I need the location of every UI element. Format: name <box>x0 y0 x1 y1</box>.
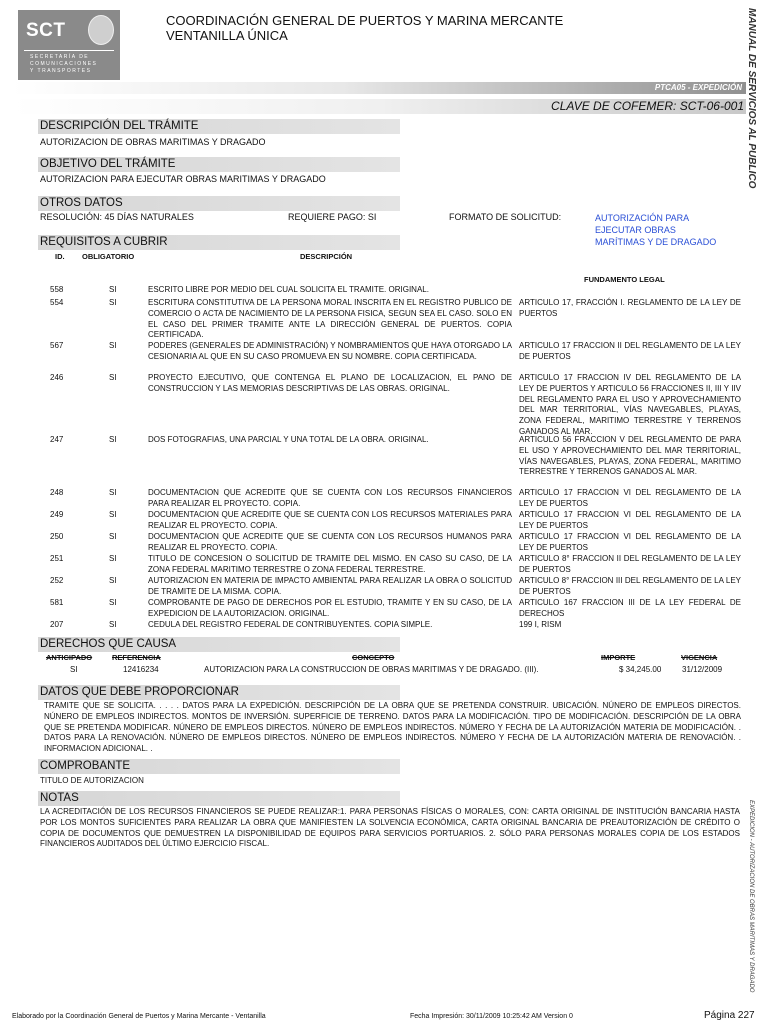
row-obligatorio: SI <box>109 488 117 497</box>
formato-label: FORMATO DE SOLICITUD: <box>449 212 562 222</box>
row-descripcion: ESCRITO LIBRE POR MEDIO DEL CUAL SOLICITA EL TRAMITE. ORIGINAL. <box>148 285 429 294</box>
row-obligatorio: SI <box>109 285 117 294</box>
row-fundamento: ARTICULO 17 FRACCION VI DEL REGLAMENTO DE LA LEY DE PUERTOS <box>519 488 741 508</box>
header-line-1: COORDINACIÓN GENERAL DE PUERTOS Y MARINA MERCANTE <box>166 13 564 28</box>
cofemer-key: CLAVE DE COFEMER: SCT-06-001 <box>551 99 744 113</box>
row-id: 252 <box>50 576 64 585</box>
cofemer-key-banner <box>12 99 746 114</box>
row-id: 207 <box>50 620 64 629</box>
side-banner-text: MANUAL DE SERVICIOS AL PUBLICO <box>746 8 757 189</box>
derechos-vigencia: 31/12/2009 <box>682 665 723 674</box>
row-obligatorio: SI <box>109 576 117 585</box>
row-descripcion: DOCUMENTACION QUE ACREDITE QUE SE CUENTA CON LOS RECURSOS FINANCIEROS PARA REALIZAR EL PROYECTO. COPIA. <box>148 488 512 508</box>
row-id: 567 <box>50 341 64 350</box>
header-referencia: REFERENCIA <box>112 653 161 662</box>
header-concepto: CONCEPTO <box>352 653 395 662</box>
row-fundamento: ARTICULO 8° FRACCION III DEL REGLAMENTO DE LA LEY DE PUERTOS <box>519 576 741 596</box>
side-bottom-text: EXPEDICION - AUTORIZACION DE OBRAS MARITIMAS Y DRAGADO <box>748 800 754 993</box>
row-id: 246 <box>50 373 64 382</box>
row-descripcion: PROYECTO EJECUTIVO, QUE CONTENGA EL PLANO DE LOCALIZACION, EL PANO DE CONSTRUCCION Y LAS MEMORIAS DESCRIPTIVAS DE LAS OBRAS. ORIGINAL. <box>148 373 512 393</box>
notas-text: LA ACREDITACIÓN DE LOS RECURSOS FINANCIEROS SE PUEDE REALIZAR:1. PARA PERSONAS FÍSICAS O MORALES, CON: CARTA ORIGINAL DE INSTITUCIÓN BANCARIA HASTA POR LOS MONTOS SUFICIENTES PARA REALIZAR LA OBRA QUE MANIFIESTEN LA SOLVENCIA ECONÓMICA, CARTA ORIGINAL BANCARIA DE PREAUTORIZACIÓN DE CRÉDITO O COPIA DE DOCUMENTOS QUE DEMUESTREN LA DISPONIBILIDAD DE EQUIPOS PARA SERVICIOS PORTUARIOS. 2. SÓLO PARA PERSONAS MORALES COPIA DE LOS ESTADOS FINANCIEROS AUDITADOS DEL ÚLTIMO EJERCICIO FISCAL. <box>40 807 740 849</box>
derechos-concepto: AUTORIZACION PARA LA CONSTRUCCION DE OBRAS MARITIMAS Y DE DRAGADO. (III). <box>204 665 539 674</box>
row-fundamento: ARTICULO 167 FRACCION III DE LA LEY FEDERAL DE DERECHOS <box>519 598 741 618</box>
row-obligatorio: SI <box>109 373 117 382</box>
footer-print-date: Fecha Impresión: 30/11/2009 10:25:42 AM Version 0 <box>410 1013 573 1020</box>
row-obligatorio: SI <box>109 510 117 519</box>
comprobante-text: TITULO DE AUTORIZACION <box>40 776 144 785</box>
requiere-pago-text: REQUIERE PAGO: SI <box>288 212 377 222</box>
row-descripcion: CEDULA DEL REGISTRO FEDERAL DE CONTRIBUYENTES. COPIA SIMPLE. <box>148 620 433 629</box>
row-id: 581 <box>50 598 64 607</box>
section-derechos: DERECHOS QUE CAUSA <box>38 637 400 652</box>
row-obligatorio: SI <box>109 298 117 307</box>
section-objetivo: OBJETIVO DEL TRÁMITE <box>38 157 400 172</box>
row-id: 247 <box>50 435 64 444</box>
formato-link[interactable] <box>595 212 716 248</box>
row-fundamento: ARTICULO 56 FRACCION V DEL REGLAMENTO DE PARA EL USO Y APROVECHAMIENTO DEL MAR TERRITORIAL, VÍAS NAVEGABLES, PLAYAS, ZONA FEDERAL, MARITIMO TERRESTRE Y TERRENOS GANADOS AL MAR. <box>519 435 741 477</box>
row-fundamento: ARTICULO 17, FRACCIÓN I. REGLAMENTO DE LA LEY DE PUERTOS <box>519 298 741 318</box>
row-id: 249 <box>50 510 64 519</box>
row-id: 248 <box>50 488 64 497</box>
procedure-code: PTCA05 - EXPEDICIÓN <box>654 83 742 92</box>
row-descripcion: AUTORIZACION EN MATERIA DE IMPACTO AMBIENTAL PARA REALIZAR LA OBRA O SOLICITUD DE TRAMITE DE LA MISMA. COPIA. <box>148 576 512 596</box>
header-title <box>166 13 563 43</box>
header-line-2: VENTANILLA ÚNICA <box>166 28 288 43</box>
header-obligatorio: OBLIGATORIO <box>82 252 135 261</box>
derechos-referencia: 12416234 <box>123 665 159 674</box>
row-descripcion: ESCRITURA CONSTITUTIVA DE LA PERSONA MORAL INSCRITA EN EL REGISTRO PUBLICO DE COMERCIO O ACTA DE NACIMIENTO DE LA PERSONA FISICA, SEGUN SEA EL CASO. SOLO EN EL CASO DEL PRIMER TRAMITE ANTE LA DIRECCIÓN GENERAL DE PUERTOS. COPIA CERTIFICADA. <box>148 298 512 340</box>
row-obligatorio: SI <box>109 532 117 541</box>
row-id: 554 <box>50 298 64 307</box>
logo-rule <box>24 50 114 51</box>
row-obligatorio: SI <box>109 341 117 350</box>
row-fundamento: ARTICULO 17 FRACCION VI DEL REGLAMENTO DE LA LEY DE PUERTOS <box>519 510 741 530</box>
descripcion-text: AUTORIZACION DE OBRAS MARITIMAS Y DRAGADO <box>40 137 266 147</box>
row-obligatorio: SI <box>109 598 117 607</box>
row-descripcion: COMPROBANTE DE PAGO DE DERECHOS POR EL ESTUDIO, TRAMITE Y EN SU CASO, DE LA EXPEDICION DE LA AUTORIZACION. ORIGINAL. <box>148 598 512 618</box>
logo-subtitle <box>30 54 97 75</box>
row-id: 558 <box>50 285 64 294</box>
section-datos: DATOS QUE DEBE PROPORCIONAR <box>38 685 400 700</box>
header-vigencia: VIGENCIA <box>681 653 718 662</box>
row-fundamento: 199 I, RISM <box>519 620 562 629</box>
section-notas: NOTAS <box>38 791 400 806</box>
row-descripcion: PODERES (GENERALES DE ADMINISTRACIÓN) Y NOMBRAMIENTOS QUE HAYA OTORGADO LA CESIONARIA AL QUE EN SU CASO PROMUEVA EN SU NOMBRE. COPIA CERTIFICADA. <box>148 341 512 361</box>
logo-sct-text: SCT <box>26 20 66 41</box>
row-obligatorio: SI <box>109 620 117 629</box>
row-obligatorio: SI <box>109 554 117 563</box>
header-descripcion: DESCRIPCIÓN <box>300 252 353 261</box>
row-obligatorio: SI <box>109 435 117 444</box>
section-requisitos: REQUISITOS A CUBRIR <box>38 235 400 250</box>
logo-line-2: COMUNICACIONES <box>30 61 98 67</box>
procedure-code-banner <box>12 82 746 94</box>
coat-of-arms-icon <box>88 15 114 45</box>
section-otros-datos: OTROS DATOS <box>38 196 400 211</box>
header-fundamento: FUNDAMENTO LEGAL <box>584 275 665 284</box>
page-number: Página 227 <box>704 1010 755 1021</box>
row-descripcion: DOCUMENTACION QUE ACREDITE QUE SE CUENTA CON LOS RECURSOS MATERIALES PARA REALIZAR EL PROYECTO. COPIA. <box>148 510 512 530</box>
row-descripcion: DOS FOTOGRAFIAS, UNA PARCIAL Y UNA TOTAL DE LA OBRA. ORIGINAL. <box>148 435 429 444</box>
row-descripcion: TITULO DE CONCESION O SOLICITUD DE TRAMITE DEL MISMO. EN CASO SU CASO, DE LA ZONA FEDERAL MARITIMO TERRESTRE O ZONA FEDERAL TERRESTRE. <box>148 554 512 574</box>
row-fundamento: ARTICULO 17 FRACCION VI DEL REGLAMENTO DE LA LEY DE PUERTOS <box>519 532 741 552</box>
header-id: ID. <box>55 252 65 261</box>
footer-left: Elaborado por la Coordinación General de Puertos y Marina Mercante - Ventanilla <box>12 1013 266 1020</box>
formato-link-line-2[interactable]: EJECUTAR OBRAS <box>595 225 676 235</box>
derechos-anticipado: SI <box>70 665 78 674</box>
row-descripcion: DOCUMENTACION QUE ACREDITE QUE SE CUENTA CON LOS RECURSOS HUMANOS PARA REALIZAR EL PROYECTO. COPIA. <box>148 532 512 552</box>
row-id: 251 <box>50 554 64 563</box>
logo-line-3: Y TRANSPORTES <box>30 68 92 74</box>
objetivo-text: AUTORIZACION PARA EJECUTAR OBRAS MARITIMAS Y DRAGADO <box>40 174 326 184</box>
side-bottom-banner <box>748 800 760 993</box>
datos-text: TRAMITE QUE SE SOLICITA. . . . . DATOS PARA LA EXPEDICIÓN. DESCRIPCIÓN DE LA OBRA QUE SE PRETENDA CONSTRUIR. UBICACIÓN. NÚNERO DE EMPLEOS DIRECTOS. NÚNERO DE EMPLEOS INDIRECTOS. MONTOS DE INVERSIÓN. SUPERFICIE DE TERRENO. DATOS PARA LA MODIFICACIÓN. TIPO DE MODIFICACIÓN. DESCRIPCIÓN DE LA OBRA QUE SE PRETENDA MODIFICAR. NÚNERO DE EMPLEOS DIRECTOS. NÚNERO DE EMPLEOS INDIRECTOS. NÚMERO Y FECHA DE LA AUTORIZACIÓN MATERIA DE MODIFICACIÓN. . DATOS PARA LA RENOVACIÓN. NÚNERO DE EMPLEOS DIRECTOS. NÚNERO DE EMPLEOS INDIRECTOS. NÚMERO Y FECHA DE LA AUTORIZACIÓN MATERIA DE RENOVACIÓN. . INFORMACION ADICIONAL. . <box>44 701 741 754</box>
formato-link-line-3[interactable]: MARÍTIMAS Y DE DRAGADO <box>595 237 717 247</box>
row-id: 250 <box>50 532 64 541</box>
resolucion-text: RESOLUCIÓN: 45 DÍAS NATURALES <box>40 212 194 222</box>
section-comprobante: COMPROBANTE <box>38 759 400 774</box>
section-descripcion: DESCRIPCIÓN DEL TRÁMITE <box>38 119 400 134</box>
side-banner <box>745 6 759 194</box>
logo-line-1: SECRETARÍA DE <box>30 54 90 60</box>
row-fundamento: ARTICULO 8° FRACCION II DEL REGLAMENTO DE LA LEY DE PUERTOS <box>519 554 741 574</box>
sct-logo <box>18 10 120 80</box>
header-anticipado: ANTICIPADO <box>46 653 93 662</box>
formato-link-line-1[interactable]: AUTORIZACIÓN PARA <box>595 213 690 223</box>
row-fundamento: ARTICULO 17 FRACCION IV DEL REGLAMENTO DE LA LEY DE PUERTOS Y ARTICULO 56 FRACCIONES II, III Y IIV DEL REGLAMENTO PARA EL USO Y APROVECHAMIENTO DEL MAR TERRITORIAL, VÍAS NAVEGABLES, PLAYAS, ZONA FEDERAL, MARITIMO TERRESTRE Y TERRENOS GANADOS AL MAR. <box>519 373 741 436</box>
row-fundamento: ARTICULO 17 FRACCION II DEL REGLAMENTO DE LA LEY DE PUERTOS <box>519 341 741 361</box>
derechos-importe: $ 34,245.00 <box>619 665 662 674</box>
header-importe: IMPORTE <box>601 653 636 662</box>
